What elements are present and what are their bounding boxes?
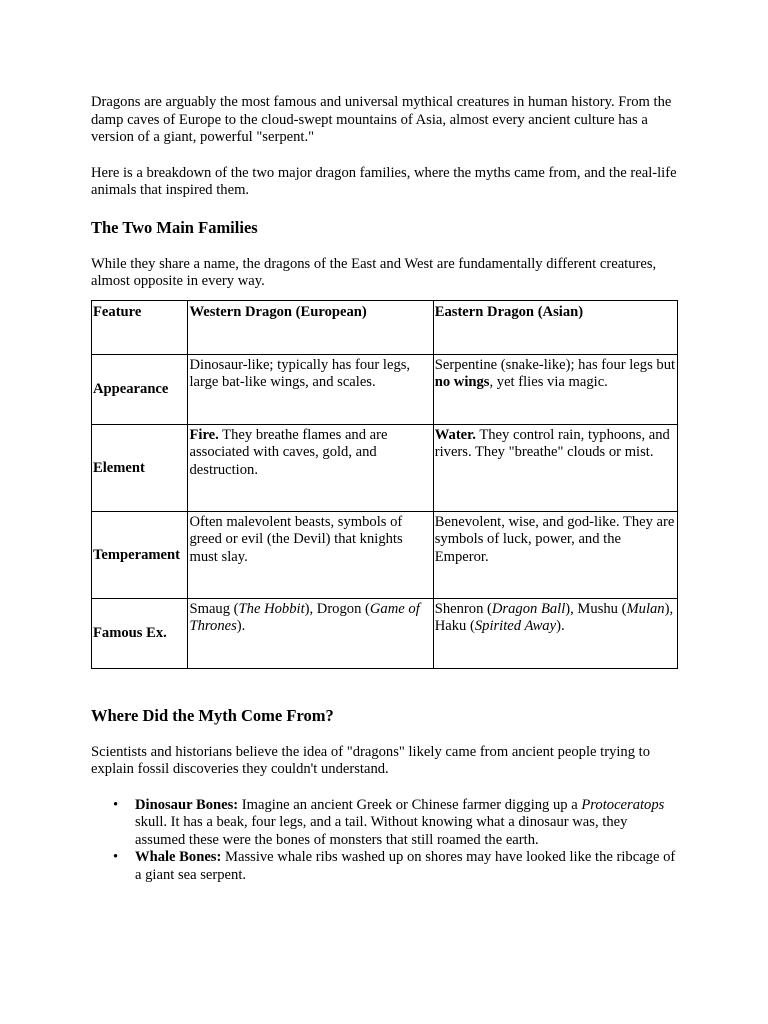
western-cell: Often malevolent beasts, symbols of greed or evil (the Devil) that knights must slay. <box>188 511 433 598</box>
section-heading-families: The Two Main Families <box>91 217 258 237</box>
list-item: • Whale Bones: Massive whale ribs washed up on shores may have looked like the ribcage of a giant sea serpent. <box>113 849 676 883</box>
row-feature-label: Element <box>92 424 188 511</box>
western-cell: Dinosaur-like; typically has four legs, large bat-like wings, and scales. <box>188 354 433 424</box>
table-header-row <box>92 300 678 354</box>
western-cell: Fire. They breathe flames and are associated with caves, gold, and destruction. <box>188 424 433 511</box>
header-eastern: Eastern Dragon (Asian) <box>433 300 677 354</box>
document-body <box>91 94 681 884</box>
bullet-icon: • <box>113 849 119 865</box>
myth-origin-list <box>91 797 681 885</box>
eastern-cell: Benevolent, wise, and god-like. They are symbols of luck, power, and the Emperor. <box>433 511 677 598</box>
myth-origin-intro-paragraph: Scientists and historians believe the idea of "dragons" likely came from ancient people trying to explain fossil discoveries they couldn't understand. <box>91 743 651 777</box>
row-feature-label: Famous Ex. <box>92 598 188 668</box>
row-feature-label: Appearance <box>92 354 188 424</box>
eastern-cell: Water. They control rain, typhoons, and rivers. They "breathe" clouds or mist. <box>433 424 677 511</box>
intro-paragraph-2: Here is a breakdown of the two major dragon families, where the myths came from, and the real-life animals that inspired them. <box>91 164 677 198</box>
list-item: • Dinosaur Bones: Imagine an ancient Greek or Chinese farmer digging up a Protoceratops skull. It has a beak, four legs, and a tail. Without knowing what a dinosaur was, they assumed these were the bones of monsters that still roamed the earth. <box>113 796 665 848</box>
header-western: Western Dragon (European) <box>188 300 433 354</box>
bullet-icon: • <box>113 796 119 813</box>
header-feature: Feature <box>92 300 188 354</box>
table-row <box>92 424 678 511</box>
section-heading-myth-origin: Where Did the Myth Come From? <box>91 705 334 725</box>
table-row <box>92 511 678 598</box>
eastern-cell: Serpentine (snake-like); has four legs but no wings, yet flies via magic. <box>433 354 677 424</box>
intro-paragraph-1: Dragons are arguably the most famous and universal mythical creatures in human history. From the damp caves of Europe to the cloud-swept mountains of Asia, almost every ancient culture has a version of a giant, powerful "serpent." <box>91 94 672 145</box>
table-row <box>92 598 678 668</box>
row-feature-label: Temperament <box>92 511 188 598</box>
dragon-comparison-table <box>91 300 678 669</box>
table-row <box>92 354 678 424</box>
families-intro-paragraph: While they share a name, the dragons of the East and West are fundamentally different creatures, almost opposite in every way. <box>91 255 657 289</box>
western-cell: Smaug (The Hobbit), Drogon (Game of Thrones). <box>188 598 433 668</box>
eastern-cell: Shenron (Dragon Ball), Mushu (Mulan), Haku (Spirited Away). <box>433 598 677 668</box>
